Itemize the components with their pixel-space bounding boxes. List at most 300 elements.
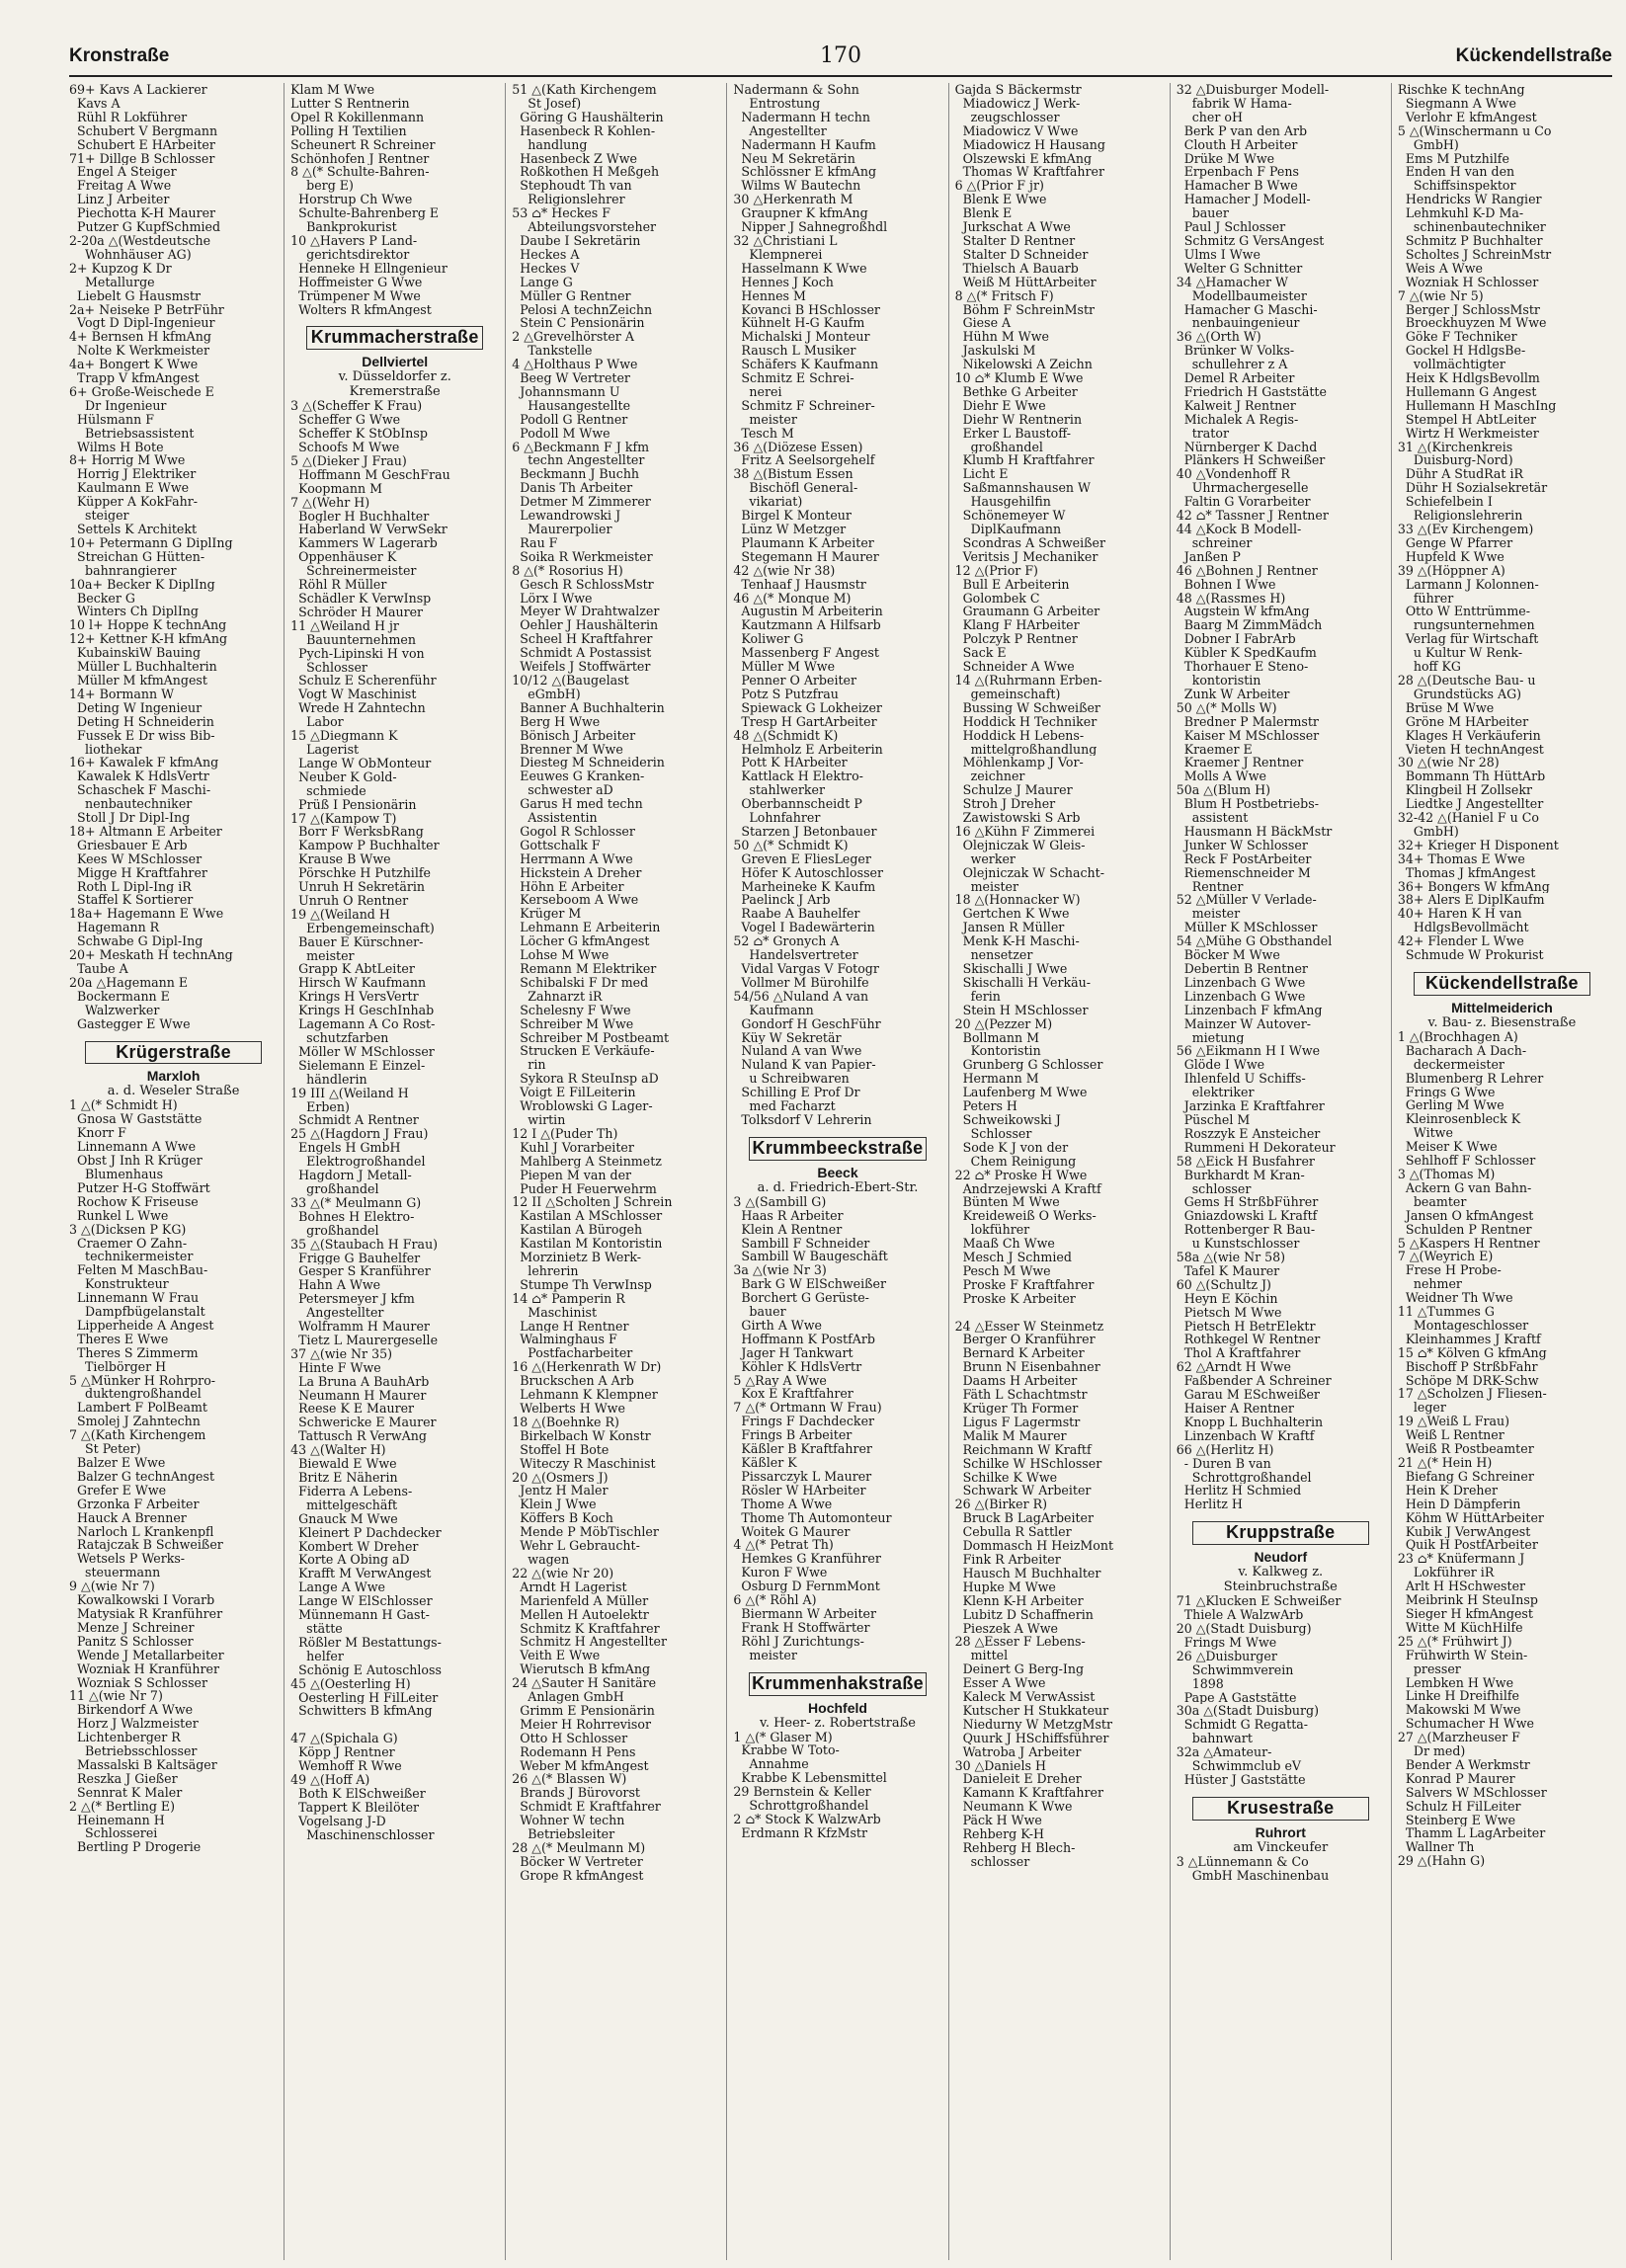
directory-entry: 2 △Grevelhörster A [512, 330, 634, 345]
directory-entry: Wetsels P Werks- [69, 1552, 186, 1567]
directory-entry: Mesch J Schmied [954, 1251, 1072, 1264]
directory-entry: Mainzer W Autover- [1176, 1016, 1312, 1031]
street-range: am Vinckeufer [1233, 1839, 1329, 1855]
directory-entry: Andrzejewski A Kraftf [954, 1181, 1101, 1196]
directory-entry: Korte A Obing aD [290, 1553, 410, 1568]
directory-entry: 7 △(Kath Kirchengem [69, 1428, 206, 1443]
directory-entry: meister [290, 948, 355, 963]
directory-entry: Prüß I Pensionärin [290, 797, 417, 812]
directory-entry: Wolframm H Maurer [290, 1320, 430, 1334]
directory-entry: 4 △(* Petrat Th) [733, 1538, 834, 1553]
directory-entry: 30a △(Stadt Duisburg) [1176, 1704, 1320, 1719]
directory-entry: Bertling P Drogerie [69, 1840, 202, 1855]
directory-entry: Gertchen K Wwe [954, 907, 1070, 922]
directory-entry: Löcher G kfmAngest [512, 934, 650, 949]
directory-entry: 17 △(Kampow T) [290, 811, 397, 826]
directory-entry: großhandel [290, 1181, 379, 1196]
directory-entry: Banner A Buchhalterin [512, 700, 665, 715]
directory-entry: Griesbauer E Arb [69, 838, 188, 852]
directory-entry: 50 △(* Schmidt K) [733, 838, 849, 852]
directory-entry: Hagemann R [69, 921, 160, 935]
directory-entry: Nikelowski A Zeichn [954, 358, 1093, 372]
directory-entry: HdlgsBevollmächt [1397, 921, 1529, 935]
directory-entry: Petersmeyer J kfm [290, 1292, 415, 1307]
directory-entry: 37 △(wie Nr 35) [290, 1346, 393, 1361]
directory-entry: handlung [512, 137, 588, 152]
directory-entry: 38 △(Bistum Essen [733, 467, 854, 482]
directory-entry: Lehmann K Klempner [512, 1388, 658, 1402]
directory-entry: Schreinermeister [290, 564, 417, 579]
directory-entry: Thielsch A Bauarb [954, 261, 1079, 276]
directory-entry: Migge H Kraftfahrer [69, 865, 207, 880]
directory-entry: Diehr W Rentnerin [954, 412, 1083, 427]
directory-entry: Jansen O kfmAngest [1397, 1208, 1534, 1223]
directory-entry: Steinberg E Wwe [1397, 1813, 1516, 1827]
directory-entry: Fink R Arbeiter [954, 1552, 1061, 1567]
directory-entry: Betriebsassistent [69, 426, 195, 441]
directory-entry: Schubert V Bergmann [69, 123, 218, 138]
directory-entry: Scheffer G Wwe [290, 413, 401, 428]
directory-entry: Oberbannscheidt P [733, 797, 862, 812]
directory-entry: Saßmannshausen W [954, 481, 1091, 496]
directory-entry: Hoddick H Lebens- [954, 728, 1085, 743]
directory-entry: Elektrogroßhandel [290, 1155, 426, 1170]
directory-entry: Siegmann A Wwe [1397, 96, 1516, 111]
directory-entry: Rottenberger R Bau- [1176, 1223, 1316, 1238]
directory-entry: Hupfeld K Wwe [1397, 549, 1504, 564]
directory-entry: Uhrmachergeselle [1176, 481, 1309, 496]
directory-entry: 14 ⌂* Pamperin R [512, 1291, 625, 1306]
directory-entry: Dommasch H HeizMont [954, 1539, 1114, 1553]
directory-entry: Drüke M Wwe [1176, 151, 1275, 166]
directory-entry: schmiede [290, 783, 366, 798]
directory-entry: Craemer O Zahn- [69, 1236, 188, 1251]
directory-entry: Päck H Wwe [954, 1814, 1042, 1828]
street-range: v. Kalkweg z. [1238, 1565, 1324, 1580]
directory-entry: Kavs A [69, 96, 121, 111]
directory-entry: Quurk J HSchiffsführer [954, 1731, 1109, 1745]
directory-entry: Brunn N Eisenbahner [954, 1360, 1100, 1375]
directory-entry: Kuron F Wwe [733, 1566, 828, 1580]
directory-entry: Stroh J Dreher [954, 797, 1056, 812]
directory-entry: Stephoudt Th van [512, 179, 632, 194]
directory-entry: Witeczy R Maschinist [512, 1456, 656, 1471]
directory-entry: 10 △Havers P Land- [290, 233, 418, 248]
directory-entry: Beeg W Vertreter [512, 371, 630, 385]
directory-entry: Lubitz D Schaffnerin [954, 1607, 1094, 1622]
directory-entry: Schwericke E Maurer [290, 1416, 437, 1430]
directory-entry: 36+ Bongers W kfmAng [1397, 879, 1550, 894]
directory-entry: Augustin M Arbeiterin [733, 605, 883, 619]
directory-entry: Daube I Sekretärin [512, 233, 641, 248]
directory-entry: Schröder H Maurer [290, 605, 424, 619]
directory-entry: Angestellter [290, 1306, 384, 1321]
directory-entry: Lagemann A Co Rost- [290, 1017, 436, 1031]
directory-entry: Klenn K-H Arbeiter [954, 1593, 1084, 1608]
directory-entry: Berg H Wwe [512, 714, 601, 729]
directory-entry: Gesch R SchlossMstr [512, 577, 654, 592]
directory-entry: presser [1397, 1661, 1461, 1676]
directory-entry: Pörschke H Putzhilfe [290, 866, 431, 881]
directory-entry: Osburg D FernmMont [733, 1580, 880, 1594]
directory-entry: Faßbender A Schreiner [1176, 1374, 1332, 1389]
directory-entry: Chem Reinigung [954, 1154, 1077, 1169]
directory-entry: Schilling E Prof Dr [733, 1086, 860, 1100]
district-name: Mittelmeiderich [1451, 999, 1553, 1015]
directory-entry: 12+ Kettner K-H kfmAng [69, 632, 228, 647]
directory-entry: Walminghaus F [512, 1333, 617, 1347]
directory-entry: Betriebsschlosser [69, 1744, 198, 1758]
directory-entry: Diesteg M Schneiderin [512, 756, 665, 770]
directory-entry: nehmer [1397, 1277, 1462, 1292]
directory-entry: Oppenhäuser K [290, 550, 397, 565]
directory-entry: Kuhl J Vorarbeiter [512, 1140, 634, 1155]
directory-entry: lokführer [954, 1223, 1030, 1238]
directory-entry: Schlosserei [69, 1826, 158, 1841]
directory-entry: Ratajczak B Schweißer [69, 1538, 223, 1553]
directory-entry: Thomas J kfmAngest [1397, 865, 1536, 880]
directory-entry: Olejniczak W Gleis- [954, 838, 1086, 852]
directory-entry: Klumb H Kraftfahrer [954, 453, 1095, 468]
directory-entry: 26 △(Birker R) [954, 1498, 1047, 1512]
street-heading: Kruppstraße [1192, 1521, 1369, 1545]
directory-entry: 28 △(* Meulmann M) [512, 1841, 646, 1855]
directory-entry: Schaschek F Maschi- [69, 783, 211, 798]
directory-entry: Bohnes H Elektro- [290, 1209, 415, 1224]
directory-entry: fabrik W Hama- [1176, 96, 1292, 111]
directory-entry: schreiner [1176, 535, 1253, 550]
directory-entry: Blenk E [954, 206, 1013, 221]
directory-entry: Stalter D Schneider [954, 247, 1089, 262]
directory-entry: Thome A Wwe [733, 1497, 833, 1511]
directory-entry: 29 △(Hahn G) [1397, 1854, 1486, 1869]
directory-entry: Berger O Kranführer [954, 1333, 1096, 1347]
directory-entry: Tresp H GartArbeiter [733, 714, 877, 729]
directory-entry: Laufenberg M Wwe [954, 1086, 1088, 1100]
directory-entry: Bauer E Kürschner- [290, 934, 424, 949]
directory-entry: Gondorf H GeschFühr [733, 1016, 881, 1031]
directory-entry: hoff KG [1397, 660, 1461, 674]
directory-entry: Rausch L Musiker [733, 344, 856, 359]
directory-entry: Schulz H FilLeiter [1397, 1799, 1521, 1814]
directory-entry: Rühl R Lokführer [69, 110, 188, 124]
directory-entry: 16 △(Herkenrath W Dr) [512, 1360, 662, 1375]
directory-entry: 49 △(Hoff A) [290, 1772, 370, 1787]
directory-entry: Tietz L Maurergeselle [290, 1333, 439, 1347]
directory-entry: Schubert E HArbeiter [69, 137, 215, 152]
directory-entry: Köpp J Rentner [290, 1745, 395, 1760]
directory-entry: Hüster J Gaststätte [1176, 1772, 1306, 1787]
directory-entry: Kubik J VerwAngest [1397, 1524, 1531, 1539]
directory-entry: Pott K HArbeiter [733, 756, 848, 770]
directory-entry: Maurerpolier [512, 523, 612, 536]
directory-entry: Küy W Sekretär [733, 1030, 842, 1045]
directory-entry: Strucken E Verkäufe- [512, 1044, 655, 1059]
directory-entry: schinenbautechniker [1397, 220, 1546, 234]
directory-entry: Bollmann M [954, 1030, 1040, 1045]
directory-entry: Stoll J Dr Dipl-Ing [69, 811, 191, 825]
directory-entry: Konrad P Maurer [1397, 1771, 1515, 1786]
directory-entry: Kaulmann E Wwe [69, 481, 190, 496]
directory-entry: Bruck B LagArbeiter [954, 1511, 1095, 1526]
directory-entry: - Duren B van [1176, 1456, 1271, 1471]
directory-entry: Kleinert P Dachdecker [290, 1525, 442, 1540]
directory-entry: Nürnberger K Dachd [1176, 440, 1318, 454]
directory-entry: cher oH [1176, 110, 1243, 124]
directory-entry: Weis A Wwe [1397, 261, 1483, 276]
directory-entry: 19 △(Weiland H [290, 907, 390, 922]
directory-entry: bauer [1176, 206, 1229, 221]
directory-entry: zeichner [954, 770, 1025, 784]
street-heading: Krügerstraße [85, 1041, 262, 1065]
directory-entry: Janßen P [1176, 549, 1241, 564]
directory-entry: 15 △Diegmann K [290, 729, 398, 743]
directory-entry: Quik H PostfArbeiter [1397, 1538, 1538, 1553]
directory-entry: Danieleit E Dreher [954, 1772, 1082, 1787]
directory-entry: Demel R Arbeiter [1176, 371, 1295, 385]
directory-entry: Meier H Rohrrevisor [512, 1717, 652, 1732]
directory-entry: Bockermann E [69, 989, 170, 1004]
directory-entry: 19 III △(Weiland H [290, 1086, 409, 1100]
directory-entry: Assistentin [512, 811, 598, 825]
directory-entry: Thiele A WalzwArb [1176, 1608, 1304, 1622]
directory-entry: 54/56 △Nuland A van [733, 989, 869, 1004]
directory-entry: Kerseboom A Wwe [512, 893, 639, 908]
directory-entry: Linzenbach G Wwe [1176, 975, 1306, 990]
directory-entry: Wallner Th [1397, 1840, 1475, 1855]
directory-entry: Schreiber M Wwe [512, 1016, 634, 1031]
directory-entry: Wohnhäuser AG) [69, 247, 192, 262]
directory-entry: Kovanci B HSchlosser [733, 302, 880, 317]
directory-entry: Esser A Wwe [954, 1676, 1046, 1691]
directory-entry: Opel R Kokillenmann [290, 110, 425, 124]
directory-entry: Duisburg-Nord) [1397, 453, 1513, 468]
directory-entry: Müller M Wwe [733, 660, 836, 674]
directory-entry: Kaufmann [733, 1003, 814, 1017]
directory-entry: Trapp V kfmAngest [69, 371, 200, 385]
directory-entry: 66 △(Herlitz H) [1176, 1442, 1274, 1457]
directory-entry: Vollmer M Bürohilfe [733, 975, 869, 990]
directory-entry: Hagdorn J Metall- [290, 1169, 412, 1182]
directory-entry: Greven E FliesLeger [733, 851, 871, 866]
directory-entry: 48 △(Rassmes H) [1176, 591, 1286, 606]
directory-entry: Lokführer iR [1397, 1566, 1495, 1580]
directory-entry: Lange H Rentner [512, 1319, 629, 1334]
directory-entry: 56 △Eikmann H I Wwe [1176, 1044, 1321, 1059]
directory-entry: Schilke K Wwe [954, 1470, 1058, 1485]
directory-entry: Bernard K Arbeiter [954, 1346, 1085, 1361]
directory-entry: Unruh H Sekretärin [290, 880, 426, 894]
directory-entry: Burkhardt M Kran- [1176, 1168, 1305, 1182]
directory-entry: Hauck A Brenner [69, 1510, 187, 1525]
directory-entry: Gockel H HdlgsBe- [1397, 344, 1526, 359]
directory-entry: Mende P MöbTischler [512, 1525, 659, 1540]
directory-entry: Menk K-H Maschi- [954, 934, 1080, 949]
directory-entry: Rösler W HArbeiter [733, 1483, 866, 1498]
district-name: Hochfeld [808, 1699, 867, 1716]
directory-entry: Wrede H Zahntechn [290, 701, 426, 716]
directory-entry: Thol A Kraftfahrer [1176, 1346, 1301, 1361]
directory-entry: Tenhaaf J Hausmstr [733, 577, 866, 592]
directory-entry: Dr med) [1397, 1744, 1466, 1758]
directory-entry: 11 △Tummes G [1397, 1305, 1495, 1319]
directory-entry: Trümpener M Wwe [290, 288, 421, 303]
directory-entry: Pelosi A technZeichn [512, 302, 653, 317]
directory-entry: 32-42 △(Haniel F u Co [1397, 811, 1539, 825]
column-2 [284, 83, 505, 2260]
directory-entry: 26 △Duisburger [1176, 1649, 1277, 1663]
directory-entry: Schrottgroßhandel [733, 1799, 869, 1813]
directory-entry: Wende J Metallarbeiter [69, 1648, 224, 1662]
directory-entry: schlosser [1176, 1181, 1252, 1196]
directory-entry: Haiser A Rentner [1176, 1402, 1294, 1416]
directory-entry: Heckes A [512, 247, 580, 262]
directory-entry: Pape A Gaststätte [1176, 1690, 1297, 1705]
directory-entry: Klein A Rentner [733, 1222, 843, 1237]
directory-entry: Vieten H technAngest [1397, 742, 1544, 757]
directory-entry: mittel [954, 1649, 1009, 1663]
directory-entry: händlerin [290, 1072, 367, 1087]
directory-entry: Faltin G Vorarbeiter [1176, 495, 1311, 510]
directory-entry: Hoffmann M GeschFrau [290, 467, 450, 482]
directory-entry: Riemenschneider M [1176, 865, 1311, 880]
directory-entry: Jager H Tankwart [733, 1345, 854, 1360]
directory-entry: Kastilan A MSchlosser [512, 1209, 663, 1224]
directory-entry: Käßler K [733, 1456, 797, 1470]
directory-entry: Bauunternehmen [290, 632, 416, 647]
directory-entry: Oehler J Haushälterin [512, 618, 659, 633]
directory-entry: Genge W Pfarrer [1397, 535, 1513, 550]
directory-entry: Thomas W Kraftfahrer [954, 165, 1104, 180]
directory-entry: Marheineke K Kaufm [733, 879, 876, 894]
directory-entry: Lehmkuhl K-D Ma- [1397, 206, 1524, 221]
directory-entry: Rummeni H Dekorateur [1176, 1140, 1336, 1155]
directory-entry: 2 ⌂* Stock K WalzwArb [733, 1812, 881, 1826]
street-heading: Krummbeeckstraße [749, 1137, 926, 1161]
directory-entry: Miadowicz V Wwe [954, 123, 1079, 138]
directory-entry: 5 △Münker H Rohrpro- [69, 1373, 216, 1388]
directory-entry: Horrig J Elektriker [69, 467, 197, 482]
directory-entry: Matysiak R Kranführer [69, 1606, 223, 1621]
directory-entry: Pieszek A Wwe [954, 1621, 1058, 1636]
directory-entry: Grundstücks AG) [1397, 687, 1522, 701]
directory-entry: Welter G Schnitter [1176, 261, 1303, 276]
district-name: Beeck [817, 1164, 858, 1180]
directory-entry: Köhm W HüttArbeiter [1397, 1510, 1544, 1525]
directory-entry: 30 △Daniels H [954, 1758, 1046, 1773]
directory-entry: Roßkothen H Meßgeh [512, 165, 660, 180]
directory-entry: Nuland A van Wwe [733, 1044, 862, 1059]
directory-entry: Schöpe M DRK-Schw [1397, 1373, 1539, 1388]
directory-entry: Schulz E Scherenführ [290, 674, 437, 688]
directory-entry: Religionslehrer [512, 193, 625, 207]
directory-entry: 1 △(* Glaser M) [733, 1730, 833, 1744]
directory-entry: Münnemann H Gast- [290, 1608, 430, 1622]
directory-entry: Hausangestellte [512, 398, 631, 413]
directory-entry: Engel A Steiger [69, 165, 177, 180]
directory-entry: Meibrink H SteuInsp [1397, 1593, 1538, 1607]
directory-entry: Hamacher B Wwe [1176, 179, 1298, 194]
directory-entry: Hickstein A Dreher [512, 865, 642, 880]
directory-entry: Schiefelbein I [1397, 495, 1493, 510]
directory-entry: Bussing W Schweißer [954, 700, 1100, 715]
directory-entry: Broeckhuyzen M Wwe [1397, 316, 1547, 331]
directory-entry: Lörx I Wwe [512, 591, 593, 606]
directory-entry: Annahme [733, 1757, 809, 1772]
directory-entry: Abteilungsvorsteher [512, 220, 657, 234]
directory-entry: Klein J Wwe [512, 1498, 597, 1512]
directory-entry: Pych-Lipinski H von [290, 646, 425, 661]
directory-entry: Lange A Wwe [290, 1580, 385, 1595]
directory-entry: 42 ⌂* Tassner J Rentner [1176, 509, 1329, 523]
directory-entry: Heinemann H [69, 1813, 165, 1827]
directory-entry: 28 △Esser F Lebens- [954, 1635, 1086, 1650]
street-range: v. Heer- z. Robertstraße [760, 1715, 916, 1731]
directory-entry: Roszzyk E Ansteicher [1176, 1126, 1321, 1141]
directory-entry: Schwitters B kfmAng [290, 1704, 433, 1719]
directory-entry: Möller W MSchlosser [290, 1044, 435, 1059]
directory-entry: mittelgroßhandlung [954, 742, 1098, 757]
directory-entry: Birkendorf A Wwe [69, 1703, 194, 1718]
directory-entry: 25 △(Hagdorn J Frau) [290, 1127, 429, 1142]
directory-entry: 6 △Beckmann F J kfm [512, 440, 650, 454]
directory-entry: Kontoristin [954, 1044, 1041, 1059]
directory-entry: Linnemann A Wwe [69, 1140, 197, 1155]
directory-entry: Garau M ESchweißer [1176, 1388, 1320, 1402]
directory-entry: Rischke K technAng [1397, 83, 1525, 97]
directory-entry: Tappert K Bleilöter [290, 1800, 420, 1815]
directory-entry: Deting H Schneiderin [69, 714, 214, 729]
district-name: Marxloh [146, 1068, 201, 1085]
directory-entry: Knorr F [69, 1126, 126, 1141]
column-5 [948, 83, 1170, 2260]
directory-entry: Gogol R Schlosser [512, 824, 635, 839]
directory-entry: Lagerist [290, 742, 360, 757]
directory-entry: 20+ Meskath H technAng [69, 948, 233, 962]
directory-entry: Gems H StrßbFührer [1176, 1195, 1319, 1210]
directory-entry: Röhl J Zurichtungs- [733, 1634, 864, 1649]
directory-entry: Liebelt G Hausmstr [69, 288, 202, 303]
directory-entry: Rothkegel W Rentner [1176, 1333, 1321, 1347]
directory-entry: Engels H GmbH [290, 1141, 401, 1156]
directory-entry: Weifels J Stoffwärter [512, 660, 651, 674]
directory-entry: Proske F Kraftfahrer [954, 1277, 1095, 1292]
directory-entry: 18 △(Boehnke R) [512, 1415, 619, 1429]
directory-entry: Ems M Putzhilfe [1397, 151, 1509, 166]
directory-entry: 50a △(Blum H) [1176, 783, 1271, 798]
directory-entry: Kastilan M Kontoristin [512, 1237, 663, 1252]
directory-entry: Wolters R kfmAngest [290, 302, 432, 317]
directory-entry: Jaskulski M [954, 344, 1036, 359]
directory-entry: Schmitz G VersAngest [1176, 233, 1325, 248]
directory-entry: Diehr E Wwe [954, 398, 1046, 413]
directory-entry: Horstrup Ch Wwe [290, 193, 413, 207]
directory-entry: Lewandrowski J [512, 509, 621, 523]
directory-entry: 5 △Ray A Wwe [733, 1373, 827, 1388]
directory-entry: 22 △(wie Nr 20) [512, 1566, 614, 1580]
directory-entry: 2-20a △(Westdeutsche [69, 233, 211, 248]
directory-entry: zeugschlosser [954, 110, 1060, 124]
directory-entry: großhandel [954, 440, 1043, 454]
directory-entry: Gnauck M Wwe [290, 1511, 398, 1526]
directory-entry: Haas R Arbeiter [733, 1208, 844, 1223]
directory-entry: Soika R Werkmeister [512, 549, 653, 564]
directory-entry: Hausmann H BäckMstr [1176, 824, 1333, 839]
street-range: a. d. Friedrich-Ebert-Str. [757, 1179, 919, 1195]
directory-entry: Rodemann H Pens [512, 1744, 636, 1759]
directory-entry: Settels K Architekt [69, 523, 198, 536]
directory-entry: 30 △(wie Nr 28) [1397, 756, 1500, 770]
